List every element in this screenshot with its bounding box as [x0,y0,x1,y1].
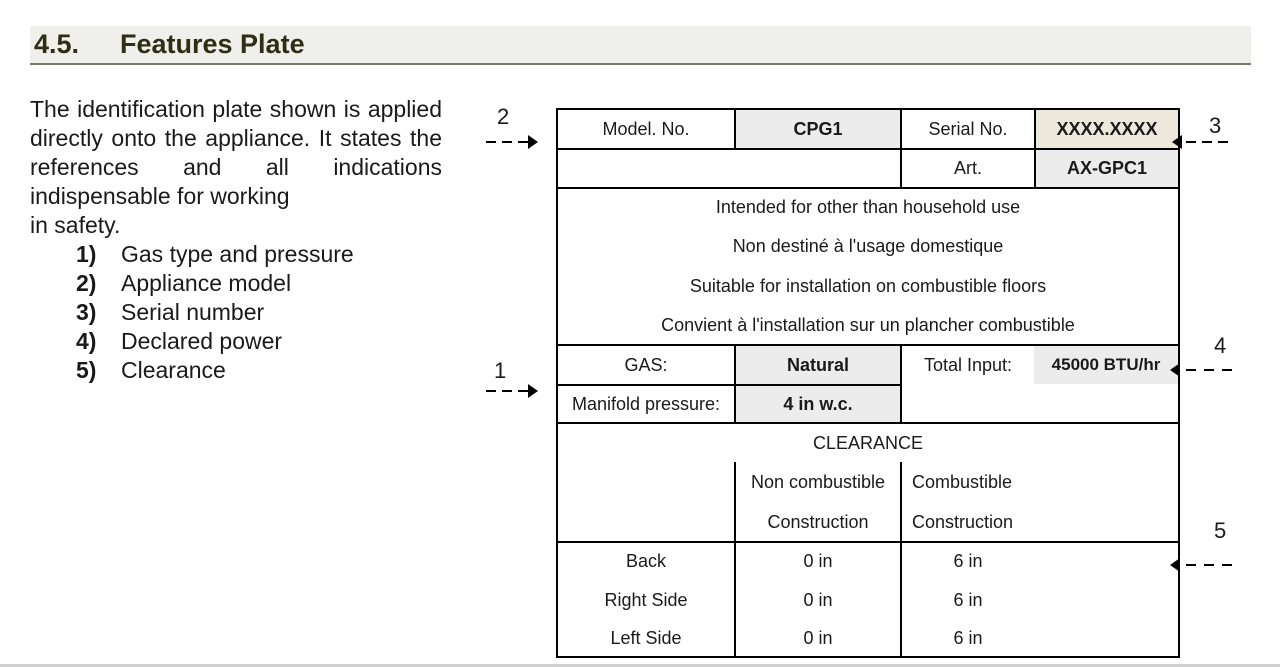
note-combustible-floors: Suitable for installation on combustible floors [689,276,1047,296]
list-item-text: Gas type and pressure [121,241,354,267]
row-back-noncombustible: 0 in [803,550,833,571]
list-item-number: 4) [76,328,97,354]
clearance-title: CLEARANCE [812,433,924,453]
grid-line [900,110,902,187]
grid-line [558,384,900,386]
list-item [76,327,354,356]
total-input-value: 45000 BTU/hr [1034,346,1178,384]
row-left-combustible: 6 in [953,627,983,648]
list-item-text: Clearance [121,357,226,383]
grid-line [558,187,1178,189]
callout-1-arrow [486,384,550,398]
total-input-label: Total Input: [923,354,1013,375]
callout-3-arrow [1172,135,1236,149]
list-item-number: 3) [76,299,97,325]
row-right-label: Right Side [604,589,688,610]
list-item [76,356,354,385]
callout-3-number: 3 [1209,113,1222,138]
col-noncombustible-2: Construction [767,511,869,532]
row-left-label: Left Side [610,627,682,648]
list-item-number: 2) [76,270,97,296]
callout-1-number: 1 [494,358,507,383]
callout-5-number: 5 [1214,518,1227,543]
model-label: Model. No. [602,118,690,139]
identification-plate [556,108,1180,658]
list-item-text: Serial number [121,299,265,325]
list-item-number: 5) [76,357,97,383]
callout-4-number: 4 [1214,333,1227,358]
grid-line [900,344,902,422]
intro-last-line: in safety. [30,212,121,238]
grid-line [558,148,1178,150]
col-combustible-1: Combustible [912,471,1013,492]
grid-line [734,110,736,148]
art-label: Art. [953,158,982,178]
note-domestique: Non destiné à l'usage domestique [732,236,1004,256]
manifold-label: Manifold pressure: [571,393,721,414]
model-value: CPG1 [736,110,900,148]
callout-4-arrow [1170,363,1240,377]
intro-paragraph: The identification plate shown is applied directly onto the appliance. It states the references and all indications indispensable for working [30,96,442,209]
list-item-number: 1) [76,241,97,267]
grid-line [558,422,1178,424]
grid-line [900,462,902,656]
note-household: Intended for other than household use [715,197,1021,217]
serial-value: XXXX.XXXX [1036,110,1178,148]
grid-line [734,344,736,422]
list-item-text: Declared power [121,328,283,354]
gas-label: GAS: [624,354,668,375]
gas-value: Natural [736,346,900,384]
callout-2-number: 2 [497,104,510,129]
row-left-noncombustible: 0 in [803,627,833,648]
row-back-label: Back [625,550,667,571]
list-item [76,240,354,269]
manifold-value: 4 in w.c. [736,386,900,422]
note-plancher: Convient à l'installation sur un plancher combustible [661,315,1075,335]
col-noncombustible-1: Non combustible [750,471,886,492]
section-header [30,26,1251,65]
row-right-noncombustible: 0 in [803,589,833,610]
serial-label: Serial No. [928,118,1008,139]
grid-line [558,344,1178,346]
list-item [76,298,354,327]
row-back-combustible: 6 in [953,550,983,571]
section-number: 4.5. [34,29,80,59]
callout-2-arrow [486,135,550,149]
grid-line [1034,110,1036,187]
section-title: Features Plate [120,29,305,59]
col-combustible-2: Construction [912,511,1014,532]
list-item-text: Appliance model [121,270,292,296]
grid-line [558,541,1178,543]
list-item [76,269,354,298]
callout-5-arrow [1170,558,1240,572]
row-right-combustible: 6 in [953,589,983,610]
art-value: AX-GPC1 [1036,150,1178,187]
grid-line [734,462,736,656]
features-list [76,240,354,385]
